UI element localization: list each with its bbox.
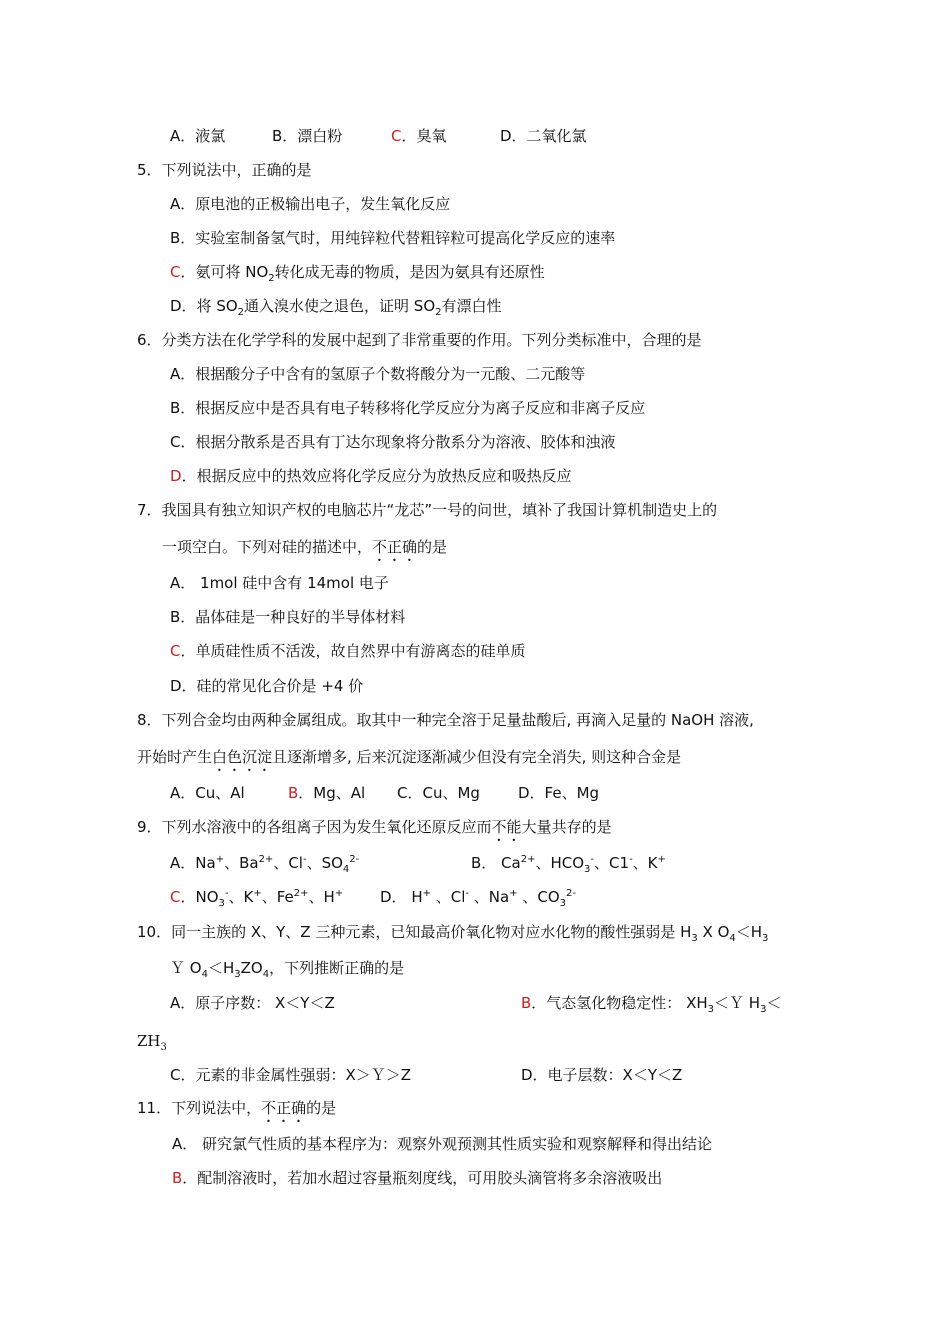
q5-option-b: B．实验室制备氢气时，用纯锌粒代替粗锌粒可提高化学反应的速率: [170, 229, 616, 247]
q7-option-b: B．晶体硅是一种良好的半导体材料: [170, 608, 406, 626]
q9-option-b: B． $Ca^{2+}$、$HCO_3^-$、C1-、K+: [471, 854, 666, 875]
q10-option-b-continued: $ZH_3$: [137, 1032, 167, 1053]
q4-option-c: C．臭氧: [391, 127, 447, 145]
q11-option-b: B．配制溶液时，若加水超过容量瓶刻度线，可用胶头滴管将多余溶液吸出: [172, 1169, 663, 1187]
q7-stem-line1: 7．我国具有独立知识产权的电脑芯片“龙芯”一号的问世，填补了我国计算机制造史上的: [137, 501, 718, 519]
q10-option-b: B．气态氢化物稳定性： $XH_3<Y$ $H_3<$: [521, 994, 782, 1015]
answer-mark: C: [170, 642, 181, 660]
q9-option-a: A．Na+、$Ba^{2+}$、Cl-、$SO_4^{2-}$: [170, 854, 360, 875]
q8-option-d: D．Fe、Mg: [518, 784, 600, 802]
answer-mark: B: [288, 784, 299, 802]
emphasis-text: 白色沉淀: [212, 748, 273, 766]
q9-option-c: C．$NO_3^-$、K+、$Fe^{2+}$、H+: [170, 888, 344, 909]
q5-option-a: A．原电池的正极输出电子，发生氧化反应: [170, 195, 451, 213]
q4-option-b: B．漂白粉: [272, 127, 343, 145]
q7-option-a: A． 1mol 硅中含有 14mol 电子: [170, 574, 389, 592]
q7-option-c: C．单质硅性质不活泼，故自然界中有游离态的硅单质: [170, 642, 526, 660]
q10-stem-line2: Ｙ $O_4<H_3ZO_4$，下列推断正确的是: [170, 959, 405, 980]
answer-mark: C: [391, 127, 402, 145]
q10-option-a: A．原子序数： X＜Y＜Z: [170, 994, 335, 1012]
answer-mark: D: [170, 467, 182, 485]
emphasis-text: 不正确: [261, 1099, 307, 1117]
q8-option-a: A．Cu、Al: [170, 784, 245, 802]
q7-stem-line2: 一项空白。下列对硅的描述中，不正确的是: [162, 538, 448, 556]
answer-mark: C: [170, 263, 181, 281]
answer-mark: B: [172, 1169, 183, 1187]
q11-stem: 11．下列说法中，不正确的是: [137, 1099, 337, 1117]
q10-option-d: D．电子层数：X＜Y＜Z: [521, 1066, 683, 1084]
q8-stem-line2: 开始时产生白色沉淀且逐渐增多, 后来沉淀逐渐减少但没有完全消失, 则这种合金是: [137, 748, 682, 766]
emphasis-text: 不正确: [372, 538, 418, 556]
q6-option-a: A．根据酸分子中含有的氢原子个数将酸分为一元酸、二元酸等: [170, 365, 586, 383]
q5-option-d: D．将 $SO_2$通入溴水使之退色，证明 $SO_2$有漂白性: [170, 297, 502, 318]
q9-option-d: D． H+ 、Cl- 、Na+ 、$CO_3^{2-}$: [380, 888, 577, 909]
q5-option-c: C．氨可将 $NO_2$转化成无毒的物质，是因为氨具有还原性: [170, 263, 545, 284]
q8-option-c: C．Cu、Mg: [397, 784, 480, 802]
answer-mark: C: [170, 888, 181, 906]
q6-option-d: D．根据反应中的热效应将化学反应分为放热反应和吸热反应: [170, 467, 572, 485]
emphasis-text: 不能: [491, 818, 522, 836]
q6-option-b: B．根据反应中是否具有电子转移将化学反应分为离子反应和非离子反应: [170, 399, 646, 417]
q10-option-c: C．元素的非金属性强弱：X＞Ｙ＞Z: [170, 1066, 412, 1084]
q8-stem-line1: 8．下列合金均由两种金属组成。取其中一种完全溶于足量盐酸后, 再滴入足量的 NaOH 溶液,: [137, 711, 754, 729]
q10-stem-line1: 10．同一主族的 X、Y、Z 三种元素，已知最高价氧化物对应水化物的酸性强弱是 $H_3$ X $O_4<H_3$: [137, 923, 769, 944]
q11-option-a: A． 研究氯气性质的基本程序为：观察外观预测其性质实验和观察解释和得出结论: [172, 1135, 713, 1153]
answer-mark: B: [521, 994, 532, 1012]
q5-stem: 5．下列说法中，正确的是: [137, 161, 312, 179]
q7-option-d: D．硅的常见化合价是 +4 价: [170, 677, 364, 695]
q4-option-d: D．二氧化氯: [500, 127, 587, 145]
q6-option-c: C．根据分散系是否具有丁达尔现象将分散系分为溶液、胶体和浊液: [170, 433, 616, 451]
q4-option-a: A．液氯: [170, 127, 226, 145]
q8-option-b: B．Mg、Al: [288, 784, 366, 802]
q9-stem: 9．下列水溶液中的各组离子因为发生氧化还原反应而不能大量共存的是: [137, 818, 612, 836]
q6-stem: 6．分类方法在化学学科的发展中起到了非常重要的作用。下列分类标准中，合理的是: [137, 331, 702, 349]
